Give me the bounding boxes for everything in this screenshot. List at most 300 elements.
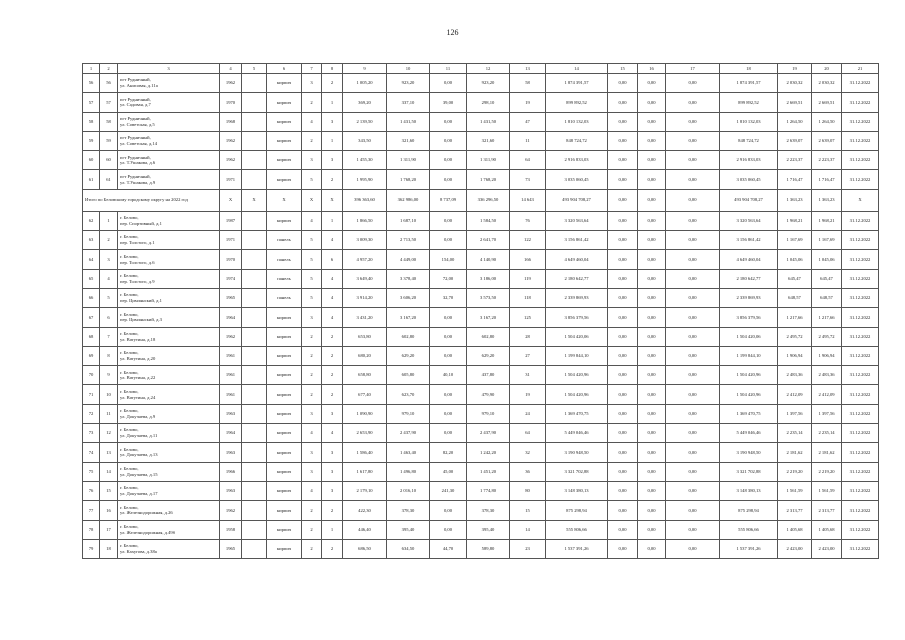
cell-c14: 1 369 470,75 bbox=[546, 404, 608, 423]
cell-c4: 1970 bbox=[220, 250, 242, 269]
subtotal-c5: X bbox=[242, 189, 267, 211]
cell-c21: 31.12.2022 bbox=[842, 404, 879, 423]
row-number: 77 bbox=[83, 501, 100, 520]
cell-c10: 337,10 bbox=[387, 93, 430, 112]
cell-c11: 0,00 bbox=[430, 404, 467, 423]
address-line: пгт Рудничный, bbox=[120, 116, 151, 121]
cell-c12: 3 573,50 bbox=[467, 288, 510, 307]
subtotal-c19: 1 363,23 bbox=[778, 189, 812, 211]
cell-c16: 0,00 bbox=[638, 404, 666, 423]
cell-c15: 0,00 bbox=[608, 539, 638, 558]
cell-c13: 31 bbox=[510, 366, 546, 385]
page-number: 126 bbox=[446, 28, 459, 37]
cell-c18: 3 321 702,88 bbox=[720, 462, 778, 481]
address-cell bbox=[118, 151, 220, 170]
cell-c11: 0,00 bbox=[430, 385, 467, 404]
cell-c12: 1 774,80 bbox=[467, 481, 510, 500]
address-cell bbox=[118, 385, 220, 404]
address-line: ул. Ватутина, д.20 bbox=[120, 356, 156, 361]
cell-c5 bbox=[242, 539, 267, 558]
cell-c8: 4 bbox=[322, 269, 343, 288]
cell-c5 bbox=[242, 443, 267, 462]
cell-c15: 0,00 bbox=[608, 112, 638, 131]
subtotal-c15: 0,00 bbox=[608, 189, 638, 211]
address-cell bbox=[118, 501, 220, 520]
cell-c9: 3 009,30 bbox=[343, 231, 387, 250]
cell-c18: 3 190 948,50 bbox=[720, 443, 778, 462]
cell-c5 bbox=[242, 231, 267, 250]
cell-c12: 3 167,20 bbox=[467, 308, 510, 327]
cell-c9: 1 586,40 bbox=[343, 443, 387, 462]
row-sub-number: 2 bbox=[100, 231, 118, 250]
cell-c8: 2 bbox=[322, 539, 343, 558]
cell-c21: 31.12.2022 bbox=[842, 327, 879, 346]
cell-c10: 634,50 bbox=[387, 539, 430, 558]
cell-c12: 602,80 bbox=[467, 327, 510, 346]
address-line: ул. Докучаева, д.9 bbox=[120, 413, 156, 419]
cell-c9: 369,20 bbox=[343, 93, 387, 112]
row-sub-number: 6 bbox=[100, 308, 118, 327]
address-line: ул. Т.Ушакова, д.9 bbox=[120, 179, 156, 185]
cell-c6: кирпич bbox=[267, 151, 302, 170]
cell-c5 bbox=[242, 112, 267, 131]
cell-c11: 0,00 bbox=[430, 308, 467, 327]
cell-c14: 1 537 391,26 bbox=[546, 539, 608, 558]
address-cell bbox=[118, 424, 220, 443]
cell-c6: кирпич bbox=[267, 481, 302, 500]
cell-c18: 1 369 470,75 bbox=[720, 404, 778, 423]
address-line: пер. Толстого, д.6 bbox=[120, 259, 155, 265]
column-number: 17 bbox=[666, 64, 720, 74]
cell-c18: 2 916 833,03 bbox=[720, 151, 778, 170]
row-sub-number: 56 bbox=[100, 74, 118, 93]
cell-c9: 677,40 bbox=[343, 385, 387, 404]
cell-c21: 31.12.2022 bbox=[842, 462, 879, 481]
cell-c13: 32 bbox=[510, 443, 546, 462]
cell-c6: кирпич bbox=[267, 443, 302, 462]
cell-c16: 0,00 bbox=[638, 462, 666, 481]
cell-c8: 3 bbox=[322, 462, 343, 481]
column-number: 1 bbox=[83, 64, 100, 74]
cell-c7: 3 bbox=[302, 404, 322, 423]
cell-c13: 118 bbox=[510, 288, 546, 307]
address-line: г. Белово, bbox=[120, 523, 139, 529]
cell-c12: 1 584,50 bbox=[467, 211, 510, 230]
cell-c6: кирпич bbox=[267, 170, 302, 189]
cell-c9: 1 005,20 bbox=[343, 74, 387, 93]
cell-c7: 2 bbox=[302, 327, 322, 346]
cell-c13: 36 bbox=[510, 462, 546, 481]
cell-c19: 2 423,00 bbox=[778, 539, 812, 558]
cell-c18: 3 035 060,45 bbox=[720, 170, 778, 189]
cell-c16: 0,00 bbox=[638, 308, 666, 327]
row-number: 61 bbox=[83, 170, 100, 189]
cell-c5 bbox=[242, 346, 267, 365]
cell-c16: 0,00 bbox=[638, 481, 666, 500]
cell-c16: 0,00 bbox=[638, 346, 666, 365]
table-row bbox=[83, 170, 879, 189]
column-number: 12 bbox=[467, 64, 510, 74]
cell-c16: 0,00 bbox=[638, 443, 666, 462]
address-cell bbox=[118, 211, 220, 230]
cell-c8: 4 bbox=[322, 288, 343, 307]
cell-c4: 1963 bbox=[220, 443, 242, 462]
row-sub-number: 10 bbox=[100, 385, 118, 404]
column-number: 10 bbox=[387, 64, 430, 74]
row-number: 59 bbox=[83, 131, 100, 150]
cell-c7: 4 bbox=[302, 112, 322, 131]
table-row bbox=[83, 481, 879, 500]
cell-c7: 3 bbox=[302, 151, 322, 170]
address-cell bbox=[118, 308, 220, 327]
row-sub-number: 5 bbox=[100, 288, 118, 307]
cell-c7: 5 bbox=[302, 170, 322, 189]
subtotal-c20: 1 363,23 bbox=[812, 189, 842, 211]
subtotal-row bbox=[83, 189, 879, 211]
cell-c15: 0,00 bbox=[608, 327, 638, 346]
cell-c12: 3 186,00 bbox=[467, 269, 510, 288]
row-number: 60 bbox=[83, 151, 100, 170]
cell-c21: 31.12.2022 bbox=[842, 424, 879, 443]
subtotal-c10: 362 986,00 bbox=[387, 189, 430, 211]
row-sub-number: 11 bbox=[100, 404, 118, 423]
cell-c6: кирпич bbox=[267, 385, 302, 404]
cell-c20: 1 716,47 bbox=[812, 170, 842, 189]
cell-c12: 1 768,20 bbox=[467, 170, 510, 189]
cell-c5 bbox=[242, 74, 267, 93]
address-line: пгт Рудничный, bbox=[120, 154, 151, 160]
address-line: г. Белово, bbox=[120, 292, 139, 298]
cell-c12: 1 431,50 bbox=[467, 112, 510, 131]
cell-c14: 555 806,66 bbox=[546, 520, 608, 539]
cell-c14: 3 320 563,64 bbox=[546, 211, 608, 230]
cell-c13: 125 bbox=[510, 308, 546, 327]
cell-c4: 1971 bbox=[220, 231, 242, 250]
cell-c5 bbox=[242, 269, 267, 288]
cell-c20: 2 030,32 bbox=[812, 74, 842, 93]
cell-c9: 1 995,90 bbox=[343, 170, 387, 189]
cell-c11: 45,00 bbox=[430, 462, 467, 481]
cell-c15: 0,00 bbox=[608, 385, 638, 404]
cell-c15: 0,00 bbox=[608, 151, 638, 170]
cell-c18: 3 856 379,56 bbox=[720, 308, 778, 327]
cell-c6: кирпич bbox=[267, 520, 302, 539]
cell-c4: 1962 bbox=[220, 131, 242, 150]
cell-c17: 0,00 bbox=[666, 308, 720, 327]
cell-c6: кирпич bbox=[267, 346, 302, 365]
cell-c21: 31.12.2022 bbox=[842, 443, 879, 462]
cell-c14: 5 449 046,46 bbox=[546, 424, 608, 443]
cell-c14: 2 180 642,77 bbox=[546, 269, 608, 288]
cell-c14: 1 504 420,06 bbox=[546, 327, 608, 346]
cell-c19: 2 639,07 bbox=[778, 131, 812, 150]
column-number: 13 bbox=[510, 64, 546, 74]
cell-c21: 31.12.2022 bbox=[842, 539, 879, 558]
address-line: г. Белово, bbox=[120, 427, 139, 433]
column-number: 6 bbox=[267, 64, 302, 74]
address-line: г. Белово, bbox=[120, 369, 139, 375]
cell-c17: 0,00 bbox=[666, 520, 720, 539]
cell-c11: 154,00 bbox=[430, 250, 467, 269]
cell-c14: 899 892,52 bbox=[546, 93, 608, 112]
cell-c5 bbox=[242, 424, 267, 443]
address-line: ул. Садовая, д.7 bbox=[120, 102, 151, 108]
cell-c16: 0,00 bbox=[638, 385, 666, 404]
cell-c20: 1 264,50 bbox=[812, 112, 842, 131]
row-number: 70 bbox=[83, 366, 100, 385]
cell-c10: 378,30 bbox=[387, 501, 430, 520]
cell-c6: кирпич bbox=[267, 366, 302, 385]
cell-c17: 0,00 bbox=[666, 231, 720, 250]
cell-c17: 0,00 bbox=[666, 462, 720, 481]
cell-c8: 4 bbox=[322, 424, 343, 443]
subtotal-c13: 14 643 bbox=[510, 189, 546, 211]
address-cell bbox=[118, 74, 220, 93]
cell-c15: 0,00 bbox=[608, 404, 638, 423]
cell-c15: 0,00 bbox=[608, 443, 638, 462]
cell-c21: 31.12.2022 bbox=[842, 288, 879, 307]
cell-c21: 31.12.2022 bbox=[842, 131, 879, 150]
address-line: пер. Спортивный, д.1 bbox=[120, 220, 162, 226]
cell-c17: 0,00 bbox=[666, 424, 720, 443]
cell-c16: 0,00 bbox=[638, 151, 666, 170]
cell-c13: 76 bbox=[510, 211, 546, 230]
address-line: ул. Советская, д.14 bbox=[120, 141, 158, 147]
cell-c18: 848 724,72 bbox=[720, 131, 778, 150]
address-line: ул. Советская, д.5 bbox=[120, 121, 155, 127]
row-number: 74 bbox=[83, 443, 100, 462]
cell-c7: 2 bbox=[302, 346, 322, 365]
address-line: ул. Кахугова, д.38а bbox=[120, 548, 157, 554]
row-number: 58 bbox=[83, 112, 100, 131]
column-number: 9 bbox=[343, 64, 387, 74]
cell-c14: 2 916 833,03 bbox=[546, 151, 608, 170]
cell-c21: 31.12.2022 bbox=[842, 308, 879, 327]
column-number: 19 bbox=[778, 64, 812, 74]
table-row bbox=[83, 327, 879, 346]
address-line: пгт Рудничный, bbox=[120, 173, 151, 179]
cell-c20: 1 906,94 bbox=[812, 346, 842, 365]
cell-c15: 0,00 bbox=[608, 250, 638, 269]
cell-c17: 0,00 bbox=[666, 366, 720, 385]
column-number: 20 bbox=[812, 64, 842, 74]
cell-c11: 0,00 bbox=[430, 327, 467, 346]
cell-c21: 31.12.2022 bbox=[842, 151, 879, 170]
row-sub-number: 17 bbox=[100, 520, 118, 539]
cell-c18: 1 504 420,96 bbox=[720, 385, 778, 404]
cell-c9: 1 866,50 bbox=[343, 211, 387, 230]
cell-c9: 3 431,20 bbox=[343, 308, 387, 327]
cell-c15: 0,00 bbox=[608, 462, 638, 481]
cell-c16: 0,00 bbox=[638, 269, 666, 288]
column-number: 11 bbox=[430, 64, 467, 74]
row-sub-number: 1 bbox=[100, 211, 118, 230]
cell-c7: 2 bbox=[302, 131, 322, 150]
cell-c12: 437,80 bbox=[467, 366, 510, 385]
table-row bbox=[83, 520, 879, 539]
cell-c6: кирпич bbox=[267, 327, 302, 346]
address-line: ул. Докучаева, д.15 bbox=[120, 471, 158, 477]
cell-c10: 3 378,40 bbox=[387, 269, 430, 288]
cell-c15: 0,00 bbox=[608, 288, 638, 307]
cell-c21: 31.12.2022 bbox=[842, 366, 879, 385]
cell-c5 bbox=[242, 520, 267, 539]
cell-c7: 2 bbox=[302, 366, 322, 385]
cell-c7: 3 bbox=[302, 74, 322, 93]
cell-c9: 4 957,20 bbox=[343, 250, 387, 269]
housing-register-table bbox=[82, 63, 879, 559]
row-sub-number: 7 bbox=[100, 327, 118, 346]
cell-c17: 0,00 bbox=[666, 539, 720, 558]
cell-c8: 3 bbox=[322, 443, 343, 462]
cell-c14: 4 649 460,04 bbox=[546, 250, 608, 269]
cell-c18: 3 156 861,42 bbox=[720, 231, 778, 250]
cell-c20: 1 561,59 bbox=[812, 481, 842, 500]
cell-c5 bbox=[242, 288, 267, 307]
row-sub-number: 16 bbox=[100, 501, 118, 520]
cell-c17: 0,00 bbox=[666, 501, 720, 520]
cell-c19: 1 561,59 bbox=[778, 481, 812, 500]
cell-c20: 1 405,68 bbox=[812, 520, 842, 539]
cell-c4: 1958 bbox=[220, 520, 242, 539]
address-line: г. Белово, bbox=[120, 485, 139, 491]
row-number: 68 bbox=[83, 327, 100, 346]
cell-c5 bbox=[242, 170, 267, 189]
cell-c19: 1 968,21 bbox=[778, 211, 812, 230]
address-line: г. Белово, bbox=[120, 446, 139, 452]
address-line: ул. Ватутина, д.24 bbox=[120, 394, 156, 400]
cell-c14: 3 856 379,56 bbox=[546, 308, 608, 327]
address-line: ул. Докучаева, д.13 bbox=[120, 452, 158, 458]
row-sub-number: 4 bbox=[100, 269, 118, 288]
cell-c9: 653,80 bbox=[343, 327, 387, 346]
row-sub-number: 15 bbox=[100, 481, 118, 500]
cell-c13: 64 bbox=[510, 424, 546, 443]
cell-c9: 422,30 bbox=[343, 501, 387, 520]
cell-c14: 3 321 702,88 bbox=[546, 462, 608, 481]
address-cell bbox=[118, 443, 220, 462]
cell-c12: 1 311,90 bbox=[467, 151, 510, 170]
cell-c20: 1 045,06 bbox=[812, 250, 842, 269]
cell-c15: 0,00 bbox=[608, 269, 638, 288]
cell-c13: 166 bbox=[510, 250, 546, 269]
address-line: пер. Цимлянский, д.3 bbox=[120, 317, 162, 323]
cell-c19: 2 483,36 bbox=[778, 366, 812, 385]
address-cell bbox=[118, 250, 220, 269]
row-number: 65 bbox=[83, 269, 100, 288]
cell-c10: 623,70 bbox=[387, 385, 430, 404]
cell-c19: 2 235,14 bbox=[778, 424, 812, 443]
subtotal-c6: X bbox=[267, 189, 302, 211]
table-row bbox=[83, 366, 879, 385]
cell-c16: 0,00 bbox=[638, 112, 666, 131]
table-row bbox=[83, 346, 879, 365]
cell-c12: 395,40 bbox=[467, 520, 510, 539]
cell-c11: 0,00 bbox=[430, 501, 467, 520]
cell-c16: 0,00 bbox=[638, 366, 666, 385]
cell-c13: 28 bbox=[510, 327, 546, 346]
cell-c13: 73 bbox=[510, 170, 546, 189]
cell-c12: 378,30 bbox=[467, 501, 510, 520]
address-cell bbox=[118, 288, 220, 307]
cell-c15: 0,00 bbox=[608, 501, 638, 520]
address-cell bbox=[118, 231, 220, 250]
cell-c6: кирпич bbox=[267, 539, 302, 558]
cell-c7: 5 bbox=[302, 231, 322, 250]
cell-c19: 2 223,37 bbox=[778, 151, 812, 170]
cell-c10: 2 016,10 bbox=[387, 481, 430, 500]
row-number: 71 bbox=[83, 385, 100, 404]
table-row bbox=[83, 539, 879, 558]
cell-c14: 848 724,72 bbox=[546, 131, 608, 150]
address-cell bbox=[118, 462, 220, 481]
cell-c16: 0,00 bbox=[638, 327, 666, 346]
cell-c6: кирпич bbox=[267, 112, 302, 131]
cell-c9: 3 649,40 bbox=[343, 269, 387, 288]
cell-c4: 1968 bbox=[220, 112, 242, 131]
column-number: 14 bbox=[546, 64, 608, 74]
row-number: 67 bbox=[83, 308, 100, 327]
cell-c8: 2 bbox=[322, 501, 343, 520]
cell-c21: 31.12.2022 bbox=[842, 481, 879, 500]
column-number: 7 bbox=[302, 64, 322, 74]
cell-c4: 1962 bbox=[220, 74, 242, 93]
cell-c8: 3 bbox=[322, 404, 343, 423]
cell-c20: 648,57 bbox=[812, 288, 842, 307]
cell-c19: 2 669,51 bbox=[778, 93, 812, 112]
cell-c15: 0,00 bbox=[608, 366, 638, 385]
cell-c15: 0,00 bbox=[608, 93, 638, 112]
cell-c20: 2 313,77 bbox=[812, 501, 842, 520]
cell-c18: 2 339 869,93 bbox=[720, 288, 778, 307]
cell-c14: 1 504 420,96 bbox=[546, 385, 608, 404]
address-line: г. Белово, bbox=[120, 253, 139, 259]
cell-c11: 32,70 bbox=[430, 288, 467, 307]
cell-c18: 1 874 391,57 bbox=[720, 74, 778, 93]
cell-c11: 0,00 bbox=[430, 131, 467, 150]
cell-c9: 1 455,30 bbox=[343, 151, 387, 170]
subtotal-c14: 493 904 708,27 bbox=[546, 189, 608, 211]
address-cell bbox=[118, 112, 220, 131]
cell-c12: 589,80 bbox=[467, 539, 510, 558]
cell-c10: 1 768,20 bbox=[387, 170, 430, 189]
cell-c19: 645,47 bbox=[778, 269, 812, 288]
cell-c4: 1963 bbox=[220, 481, 242, 500]
cell-c10: 2 437,90 bbox=[387, 424, 430, 443]
cell-c15: 0,00 bbox=[608, 308, 638, 327]
cell-c17: 0,00 bbox=[666, 346, 720, 365]
cell-c13: 19 bbox=[510, 385, 546, 404]
cell-c15: 0,00 bbox=[608, 481, 638, 500]
row-sub-number: 59 bbox=[100, 131, 118, 150]
address-line: г. Белово, bbox=[120, 311, 139, 317]
cell-c13: 122 bbox=[510, 231, 546, 250]
cell-c8: 2 bbox=[322, 327, 343, 346]
cell-c6: панель bbox=[267, 231, 302, 250]
table-row bbox=[83, 501, 879, 520]
address-line: ул. Докучаева, д.11 bbox=[120, 433, 158, 439]
cell-c10: 1 311,90 bbox=[387, 151, 430, 170]
cell-c4: 1962 bbox=[220, 327, 242, 346]
cell-c19: 1 906,94 bbox=[778, 346, 812, 365]
row-sub-number: 14 bbox=[100, 462, 118, 481]
cell-c8: 2 bbox=[322, 74, 343, 93]
cell-c15: 0,00 bbox=[608, 170, 638, 189]
address-line: ул. Ватутина, д.22 bbox=[120, 375, 156, 381]
cell-c17: 0,00 bbox=[666, 170, 720, 189]
cell-c17: 0,00 bbox=[666, 288, 720, 307]
cell-c7: 5 bbox=[302, 288, 322, 307]
